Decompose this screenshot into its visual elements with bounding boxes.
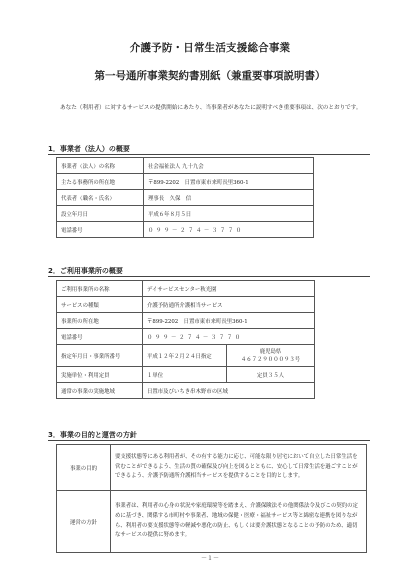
row-label: 電話番号 — [57, 222, 144, 238]
table-row — [57, 491, 367, 553]
units-value: １単位 — [143, 367, 227, 383]
row-value: 理事長 久保 信 — [144, 190, 314, 206]
row-label: 事業者（法人）の名称 — [57, 158, 144, 174]
row-label: 主たる事務所の所在地 — [57, 174, 144, 190]
office-number-cell — [227, 345, 315, 367]
policy-text: 事業者は、利用者の心身の状況や家庭環境等を踏まえ、介護保険法その他関係法令及びこの契約の定めに基づき、関係する市町村や事業者、地域の保健・医療・福祉サービス等と綿密な連携を図りながら、利用者の要支援状態等の軽減や悪化の防止、もしくは要介護状態となることの予防のため、適切なサービスの提供に努めます。 — [111, 491, 367, 553]
row-label: 事業所の所在地 — [57, 313, 143, 329]
document-subtitle: 第一号通所事業契約書別紙（兼重要事項説明書） — [94, 70, 326, 82]
section2-heading: 2．ご利用事業所の概要 — [48, 267, 123, 275]
designation-date: 平成１２年２月２４日指定 — [143, 345, 227, 367]
document-title: 介護予防・日常生活支援総合事業 — [129, 42, 291, 54]
company-overview-table — [56, 157, 314, 238]
table-row — [57, 445, 367, 491]
table-row — [57, 345, 315, 367]
office-number: ４６７２９０００９３号 — [240, 356, 301, 363]
section3-heading: 3．事業の目的と運営の方針 — [48, 431, 137, 439]
row-value: 日置市及びいちき串木野市の区域 — [143, 383, 315, 399]
table-row — [57, 313, 315, 329]
table-row — [57, 190, 314, 206]
row-label: 運営の方針 — [57, 491, 111, 553]
row-value: 平成６年８月５日 — [144, 206, 314, 222]
table-row — [57, 158, 314, 174]
row-value: ０９９－２７４－３７７０ — [143, 329, 315, 345]
purpose-text: 要支援状態等にある利用者が、その有する能力に応じ、可能な限り居宅において自立した日常生活を営むことができるよう、生活の質の確保及び向上を図るとともに、安心して日常生活を過ごすことができるよう、介護予防通所介護相当サービスを提供することを目的とします。 — [111, 445, 367, 491]
row-value: デイサービスセンター秋光園 — [143, 281, 315, 297]
facility-overview-table — [56, 280, 315, 399]
prefecture-name: 鹿児島県 — [259, 348, 282, 355]
table-row — [57, 174, 314, 190]
row-value: ０９９－２７４－３７７０ — [144, 222, 314, 238]
intro-paragraph: あなた（利用者）に対するサービスの提供開始にあたり、当事業者があなたに説明すべき重要事項は、次のとおりです。 — [60, 105, 362, 111]
table-row — [57, 329, 315, 345]
section2-divider — [48, 276, 370, 277]
row-label: ご利用事業所の名称 — [57, 281, 143, 297]
capacity-value: 定員３５人 — [227, 367, 315, 383]
row-value: 介護予防通所介護相当サービス — [143, 297, 315, 313]
row-label: サービスの種類 — [57, 297, 143, 313]
row-label: 電話番号 — [57, 329, 143, 345]
purpose-policy-table — [56, 444, 367, 553]
row-label: 代表者（職名・氏名） — [57, 190, 144, 206]
section1-divider — [48, 154, 370, 155]
row-label: 設立年月日 — [57, 206, 144, 222]
table-row — [57, 367, 315, 383]
section3-divider — [48, 440, 370, 441]
page-number: －１－ — [200, 555, 219, 562]
row-label: 実施単位・利用定員 — [57, 367, 143, 383]
section1-heading: 1．事業者（法人）の概要 — [48, 145, 130, 153]
table-row — [57, 297, 315, 313]
table-row — [57, 206, 314, 222]
row-value: 〒899-2202 日置市東市来町長里360-1 — [144, 174, 314, 190]
table-row — [57, 281, 315, 297]
table-row — [57, 383, 315, 399]
row-value: 〒899-2202 日置市東市来町長里360-1 — [143, 313, 315, 329]
row-label: 指定年月日・事業所番号 — [57, 345, 143, 367]
row-value: 社会福祉法人 九十九会 — [144, 158, 314, 174]
row-label: 通常の事業の実施地域 — [57, 383, 143, 399]
table-row — [57, 222, 314, 238]
row-label: 事業の目的 — [57, 445, 111, 491]
